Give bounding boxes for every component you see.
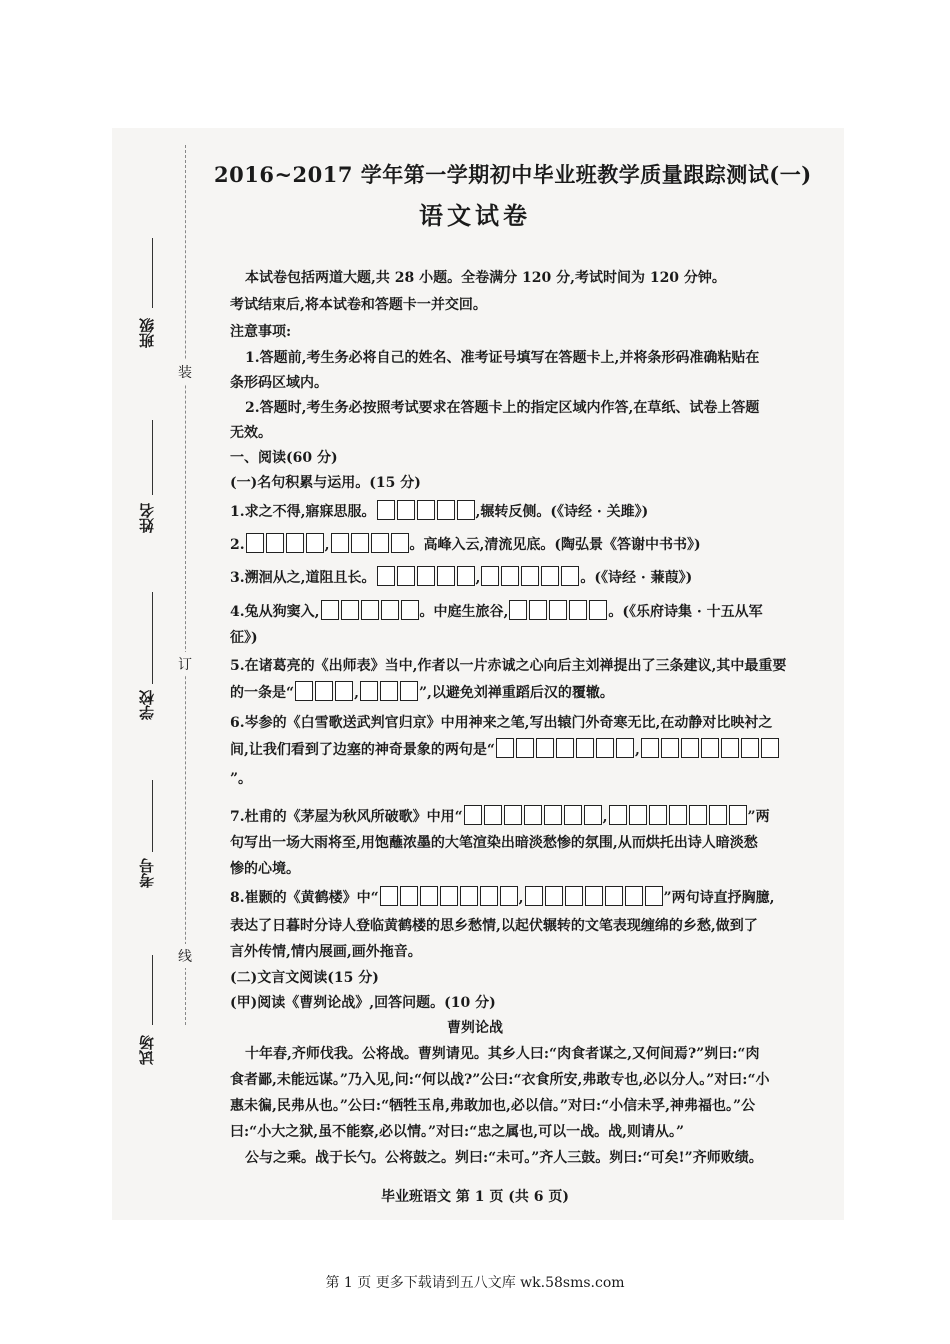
question-6c: ”。 [230,771,253,787]
q5-text-d: ”,以避免刘禅重蹈后汉的覆辙。 [418,685,614,701]
reading-para-2: 食者鄙,未能远谋。”乃入见,问:“何以战?”公曰:“衣食所安,弗敢专也,必以分人。”对曰:“小 [230,1072,770,1088]
question-5b [230,681,614,702]
exam-subtitle: 语文试卷 [419,201,531,230]
notice-1a: 1.答题前,考生务必将自己的姓名、准考证号填写在答题卡上,并将条形码准确粘贴在 [245,350,760,366]
notice-2a: 2.答题时,考生务必按照考试要求在答题卡上的指定区域内作答,在草纸、试卷上答题 [245,400,760,416]
school-line [152,592,153,684]
notice-1b: 条形码区域内。 [230,375,328,391]
intro-line-1: 本试卷包括两道大题,共 28 小题。全卷满分 120 分,考试时间为 120 分钟。 [245,270,726,286]
section-1-sub: (一)名句积累与运用。(15 分) [230,475,421,491]
school-label: 学校 [138,690,156,720]
exam-room-label: 试场 [138,1035,156,1065]
q1-text-a: 1.求之不得,寤寐思服。 [230,504,376,520]
q2-text-b: , [324,537,330,553]
name-label: 姓名 [138,503,156,533]
binding-dashed-line [185,145,186,1025]
q7-blank-2[interactable] [608,809,748,825]
q2-text-c: 。高峰入云,清流见底。(陶弘景《答谢中书书》) [409,537,701,553]
question-6b [230,738,780,759]
q8-text-a: 8.崔颢的《黄鹤楼》中“ [230,890,379,906]
reading-para-3: 惠未徧,民弗从也。”公曰:“牺牲玉帛,弗敢加也,必以信。”对曰:“小信未孚,神弗福也。”公 [230,1098,756,1114]
q7-text-b: , [602,809,608,825]
question-7b: 句写出一场大雨将至,用饱蘸浓墨的大笔渲染出暗淡愁惨的氛围,从而烘托出诗人暗淡愁 [230,835,758,851]
reading-para-1: 十年春,齐师伐我。公将战。曹刿请见。其乡人曰:“肉食者谋之,又何间焉?”刿曰:“肉 [245,1046,760,1062]
q2-text-a: 2. [230,537,245,553]
question-8a [230,886,774,907]
question-3 [230,566,692,587]
name-line [152,420,153,495]
exam-room-line [152,955,153,1025]
binding-mark-xian: 线 [178,944,192,968]
q2-blank-1[interactable] [245,537,325,553]
q5-blank-1[interactable] [294,685,354,701]
class-label: 班级 [138,318,156,348]
q7-text-a: 7.杜甫的《茅屋为秋风所破歌》中用“ [230,809,463,825]
q8-text-b: , [518,890,524,906]
q3-text-b: , [475,570,481,586]
section-2-sub: (二)文言文阅读(15 分) [230,970,379,986]
q8-text-c: ”两句诗直抒胸臆, [663,890,775,906]
exam-title: 2016~2017 学年第一学期初中毕业班教学质量跟踪测试(一) [214,162,812,187]
question-7c: 惨的心境。 [230,861,300,877]
q5-blank-2[interactable] [359,685,419,701]
page-number: 毕业班语文 第 1 页 (共 6 页) [381,1189,569,1205]
q4-blank-2[interactable] [508,604,608,620]
question-5a: 5.在诸葛亮的《出师表》当中,作者以一片赤诚之心向后主刘禅提出了三条建议,其中最重要 [230,658,787,674]
q6-text-b: 间,让我们看到了边塞的神奇景象的两句是“ [230,742,495,758]
exam-number-line [152,780,153,852]
q8-blank-1[interactable] [379,890,519,906]
q6-blank-1[interactable] [495,742,635,758]
reading-para-5: 公与之乘。战于长勺。公将鼓之。刿曰:“未可。”齐人三鼓。刿曰:“可矣!”齐师败绩。 [245,1150,763,1166]
q4-text-a: 4.兔从狗窦入, [230,604,320,620]
q1-text-b: ,辗转反侧。(《诗经 · 关雎》) [475,504,649,520]
notice-title: 注意事项: [230,324,292,340]
class-line [152,238,153,308]
q5-text-b: 的一条是“ [230,685,295,701]
q8-blank-2[interactable] [524,890,664,906]
reading-para-4: 曰:“小大之狱,虽不能察,必以情。”对曰:“忠之属也,可以一战。战,则请从。” [230,1124,685,1140]
question-4-cont: 征》) [230,630,258,646]
download-caption: 第 1 页 更多下载请到五八文库 wk.58sms.com [325,1275,625,1291]
q3-text-c: 。(《诗经 · 蒹葭》) [580,570,693,586]
question-7a [230,805,770,826]
reading-title: 曹刿论战 [447,1020,503,1036]
section-1-title: 一、阅读(60 分) [230,450,338,466]
question-8b: 表达了日暮时分诗人登临黄鹤楼的思乡愁情,以起伏辗转的文笔表现缠绵的乡愁,做到了 [230,918,758,934]
q6-text-c: , [634,742,640,758]
q3-blank-2[interactable] [480,570,580,586]
question-6a: 6.岑参的《白雪歌送武判官归京》中用神来之笔,写出辕门外奇寒无比,在动静对比映衬之 [230,715,773,731]
q6-blank-2[interactable] [640,742,780,758]
q5-text-c: , [354,685,359,701]
q3-text-a: 3.溯洄从之,道阻且长。 [230,570,376,586]
binding-mark-ding: 订 [178,652,192,676]
binding-mark-zhuang: 装 [178,360,192,384]
intro-line-2: 考试结束后,将本试卷和答题卡一并交回。 [230,297,487,313]
q4-text-b: 。中庭生旅谷, [419,604,509,620]
reading-jia-prompt: (甲)阅读《曹刿论战》,回答问题。(10 分) [230,995,496,1011]
question-2 [230,533,701,554]
exam-number-label: 考号 [138,858,156,888]
question-1 [230,500,648,521]
notice-2b: 无效。 [230,425,272,441]
q7-blank-1[interactable] [463,809,603,825]
question-8c: 言外传情,情内展画,画外拖音。 [230,944,422,960]
q3-blank-1[interactable] [376,570,476,586]
q4-blank-1[interactable] [320,604,420,620]
question-4 [230,600,763,621]
q2-blank-2[interactable] [330,537,410,553]
q1-blank[interactable] [376,504,476,520]
q4-text-c: 。(《乐府诗集 · 十五从军 [608,604,763,620]
q7-text-c: ”两 [747,809,770,825]
